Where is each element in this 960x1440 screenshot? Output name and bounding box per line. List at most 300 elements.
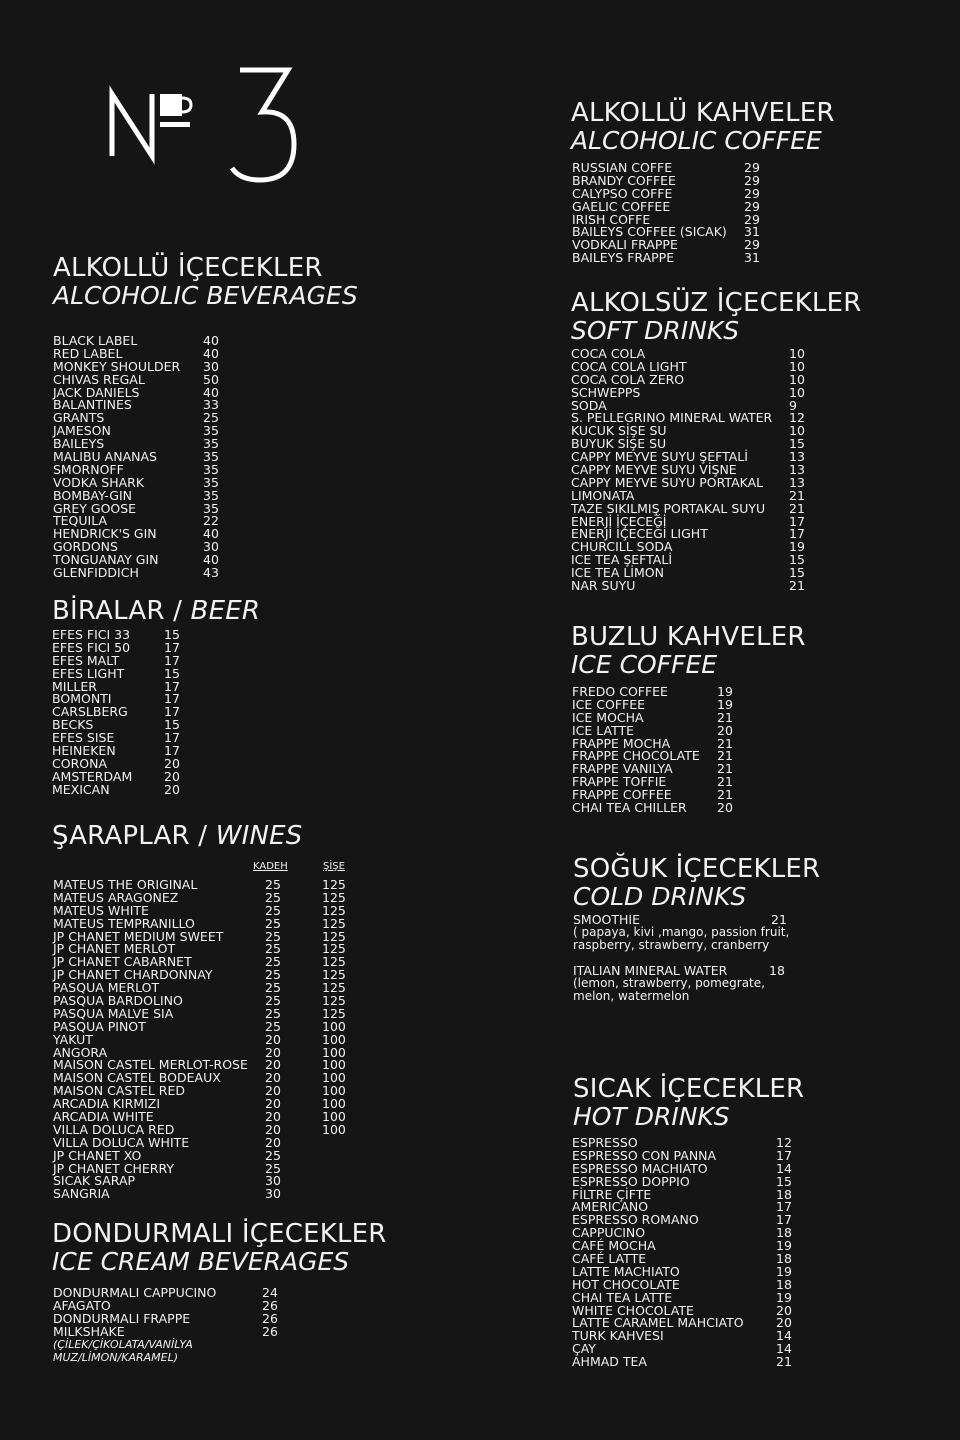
item-name: MILLER	[52, 678, 97, 694]
item-name: ESPRESSO	[572, 1135, 638, 1150]
title-separator: /	[173, 596, 183, 626]
section-title-en: COLD DRINKS	[573, 882, 747, 911]
item-name: CORONA	[52, 755, 107, 771]
item-name: JP CHANET XO	[53, 1147, 142, 1163]
section-title-en: BEER	[190, 596, 261, 626]
item-price: 14	[776, 1328, 792, 1344]
item-name: GORDONS	[53, 539, 118, 555]
bottle-price: 125	[322, 889, 346, 905]
item-price: 10	[789, 346, 805, 361]
bottle-price: 100	[322, 1083, 346, 1099]
item-name: IRISH COFFE	[572, 211, 651, 227]
cold-drinks-list	[573, 913, 903, 1003]
glass-price: 25	[265, 941, 281, 957]
item-name: JAMESON	[53, 423, 111, 439]
glass-price: 20	[265, 1070, 281, 1086]
item-name: VILLA DOLUCA RED	[53, 1121, 175, 1137]
item-price: 13	[789, 449, 805, 465]
bottle-price: 100	[322, 1096, 346, 1112]
logo-no3-icon	[108, 62, 298, 187]
glass-price: 25	[265, 889, 281, 905]
section-title	[52, 822, 392, 850]
item-name: AHMAD TEA	[572, 1354, 647, 1370]
item-price: 40	[203, 552, 219, 568]
item-price: 21	[789, 487, 805, 503]
item-name: EFES LIGHT	[52, 665, 125, 681]
item-name: FİLTRE ÇİFTE	[572, 1186, 652, 1202]
ice-cream-beverages-section	[52, 1220, 412, 1364]
item-price: 10	[789, 358, 805, 374]
glass-price: 20	[265, 1044, 281, 1060]
item-price: 21	[717, 748, 733, 764]
item-name: FREDO COFFEE	[572, 684, 668, 699]
soft-drinks-section	[571, 289, 901, 592]
item-name: CALYPSO COFFE	[572, 185, 673, 201]
bottle-price: 100	[322, 1031, 346, 1047]
item-price: 12	[776, 1135, 792, 1150]
item-price: 19	[789, 539, 805, 555]
glass-price: 25	[265, 1005, 281, 1021]
item-name: BAILEYS COFFEE (SICAK)	[572, 224, 727, 240]
item-name: CAPPY MEYVE SUYU VİŞNE	[571, 462, 737, 478]
item-name: SMORNOFF	[53, 461, 124, 477]
bottle-price: 125	[322, 980, 346, 996]
item-name: GLENFIDDICH	[53, 565, 139, 581]
menu-item	[572, 1355, 903, 1368]
item-price: 40	[203, 384, 219, 400]
section-title-tr: ALKOLLÜ İÇECEKLER	[53, 253, 323, 283]
item-name: ESPRESSO MACHIATO	[572, 1160, 708, 1176]
item-price: 35	[203, 423, 219, 439]
item-name: JP CHANET CHARDONNAY	[53, 967, 213, 983]
hot-drinks-section	[573, 1075, 903, 1368]
item-price: 15	[789, 552, 805, 568]
item-name: EFES SISE	[52, 730, 115, 746]
item-name: COCA COLA LIGHT	[571, 358, 687, 374]
item-name: ICE TEA ŞEFTALİ	[571, 552, 673, 568]
item-name: VODKA SHARK	[53, 474, 145, 490]
item-price: 21	[717, 761, 733, 777]
item-price: 17	[164, 730, 180, 746]
item-name: AFAGATO	[53, 1297, 111, 1313]
item-name: PASQUA MERLOT	[53, 980, 160, 996]
item-price: 35	[203, 436, 219, 452]
item-price: 26	[262, 1310, 278, 1326]
item-price: 40	[203, 345, 219, 361]
item-name: DONDURMALI CAPPUCINO	[53, 1285, 217, 1300]
item-price: 14	[776, 1341, 792, 1357]
menu-item-mineral-water	[573, 964, 903, 977]
item-name: GRANTS	[53, 410, 105, 426]
alcoholic-beverages-section	[53, 254, 383, 579]
item-price: 20	[776, 1302, 792, 1318]
item-price: 13	[789, 462, 805, 478]
glass-price: 25	[265, 1147, 281, 1163]
item-name: VODKALI FRAPPE	[572, 237, 678, 253]
item-name: MATEUS ARAGONEZ	[53, 889, 179, 905]
column-header-glass: KADEH	[253, 861, 288, 872]
item-price: 22	[203, 513, 219, 529]
item-price: 17	[776, 1199, 792, 1215]
section-title	[52, 597, 352, 625]
section-title-en: ALCOHOLIC COFFEE	[571, 126, 822, 155]
item-name: KUCUK SİŞE SU	[571, 423, 667, 439]
item-price: 29	[744, 211, 760, 227]
section-title-tr: ALKOLSÜZ İÇECEKLER	[571, 288, 862, 318]
item-name: BAILEYS FRAPPE	[572, 250, 675, 266]
item-name: MATEUS WHITE	[53, 902, 149, 918]
ice-cream-list	[52, 1286, 412, 1364]
section-title-en: HOT DRINKS	[573, 1102, 730, 1131]
bottle-price: 125	[322, 1005, 346, 1021]
item-name: TAZE SIKILMIŞ PORTAKAL SUYU	[571, 500, 766, 516]
item-name: EFES MALT	[52, 652, 120, 668]
glass-price: 25	[265, 1160, 281, 1176]
item-price: 21	[717, 787, 733, 803]
item-price: 21	[771, 912, 787, 927]
item-name: CAFÉ MOCHA	[572, 1238, 656, 1254]
item-name: MATEUS THE ORIGINAL	[53, 877, 198, 892]
menu-item	[52, 705, 352, 718]
item-name: ESPRESSO CON PANNA	[572, 1147, 717, 1163]
item-name: CAFÉ LATTE	[572, 1251, 647, 1267]
section-title-tr: SOĞUK İÇECEKLER	[573, 854, 821, 884]
menu-item	[53, 1325, 412, 1338]
item-name: TEQUILA	[53, 513, 108, 529]
item-price: 17	[789, 513, 805, 529]
item-name: RED LABEL	[53, 345, 123, 361]
item-name: AMSTERDAM	[52, 768, 133, 784]
smoothie-description-line-2: raspberry, strawberry, cranberry	[573, 937, 770, 952]
item-name: ANGORA	[53, 1044, 108, 1060]
glass-price: 20	[265, 1083, 281, 1099]
beer-list	[52, 628, 352, 796]
item-price: 15	[789, 565, 805, 581]
item-name: HOT CHOCOLATE	[572, 1276, 680, 1292]
soft-drinks-list	[571, 347, 901, 592]
item-price: 10	[789, 371, 805, 387]
glass-price: 25	[265, 902, 281, 918]
section-title-en: ICE CREAM BEVERAGES	[52, 1247, 350, 1276]
title-separator: /	[198, 821, 208, 851]
item-name: ENERJİ İÇECEĞİ LIGHT	[571, 526, 708, 542]
section-title-en: ALCOHOLIC BEVERAGES	[53, 281, 358, 310]
item-name: BRANDY COFFEE	[572, 172, 676, 188]
item-name: MALIBU ANANAS	[53, 449, 157, 465]
glass-price: 30	[265, 1173, 281, 1189]
item-name: S. PELLEGRINO MINERAL WATER	[571, 410, 773, 426]
item-name: FRAPPE CHOCOLATE	[572, 748, 700, 764]
item-name: LATTE CARAMEL MAHCIATO	[572, 1315, 744, 1331]
smoothie-description-line-1: ( papaya, kivi ,mango, passion fruit,	[573, 924, 790, 939]
item-name: LATTE MACHIATO	[572, 1263, 680, 1279]
item-name: YAKUT	[53, 1031, 93, 1047]
ice-coffee-list	[571, 685, 901, 814]
item-name: BOMONTI	[52, 691, 112, 707]
item-price: 50	[203, 371, 219, 387]
item-name: ICE COFFEE	[572, 696, 646, 712]
item-price: 19	[717, 684, 733, 699]
bottle-price: 125	[322, 941, 346, 957]
water-description-line-2: melon, watermelon	[573, 988, 690, 1003]
item-price: 17	[164, 639, 180, 655]
item-name: CARSLBERG	[52, 704, 128, 720]
glass-price: 25	[265, 967, 281, 983]
item-name: JACK DANIELS	[53, 384, 140, 400]
item-name: ENERJİ İÇECEĞİ	[571, 513, 667, 529]
item-name: JP CHANET CABARNET	[53, 954, 192, 970]
bottle-price: 100	[322, 1109, 346, 1125]
item-price: 15	[789, 436, 805, 452]
bottle-price: 100	[322, 1057, 346, 1073]
item-price: 17	[776, 1147, 792, 1163]
flavor-note-line-1: (ÇİLEK/ÇİKOLATA/VANİLYA	[53, 1337, 193, 1351]
menu-item	[53, 1020, 383, 1033]
item-name: MAISON CASTEL RED	[53, 1083, 186, 1099]
item-name: SICAK SARAP	[53, 1173, 136, 1189]
item-name: CAPPY MEYVE SUYU PORTAKAL	[571, 474, 764, 490]
item-price: 30	[203, 539, 219, 555]
item-price: 15	[164, 665, 180, 681]
water-description-line-1: (lemon, strawberry, pomegrate,	[573, 975, 765, 990]
item-price: 24	[262, 1285, 278, 1300]
item-name: PASQUA PINOT	[53, 1018, 146, 1034]
menu-item	[53, 566, 383, 579]
glass-price: 20	[265, 1057, 281, 1073]
item-price: 20	[164, 768, 180, 784]
item-price: 19	[776, 1238, 792, 1254]
item-name: BAILEYS	[53, 436, 105, 452]
section-title-tr: DONDURMALI İÇECEKLER	[52, 1219, 387, 1249]
menu-item	[53, 1187, 383, 1200]
item-price: 9	[789, 397, 797, 413]
bottle-price: 125	[322, 967, 346, 983]
wines-list	[53, 878, 383, 1200]
item-price: 21	[789, 578, 805, 594]
item-price: 35	[203, 461, 219, 477]
item-name: MEXICAN	[52, 781, 110, 797]
item-price: 35	[203, 500, 219, 516]
item-price: 18	[776, 1251, 792, 1267]
wines-section	[52, 822, 392, 1202]
item-price: 21	[789, 500, 805, 516]
item-price: 19	[776, 1289, 792, 1305]
glass-price: 20	[265, 1121, 281, 1137]
item-price: 20	[717, 722, 733, 738]
item-price: 20	[717, 800, 733, 816]
flavor-note-line-2: MUZ/LİMON/KARAMEL)	[53, 1350, 179, 1364]
item-name: SANGRIA	[53, 1186, 110, 1202]
item-name: SMOOTHIE	[573, 912, 641, 927]
glass-price: 20	[265, 1134, 281, 1150]
menu-item	[572, 1329, 903, 1342]
item-price: 31	[744, 224, 760, 240]
item-name: PASQUA BARDOLINO	[53, 993, 183, 1009]
item-name: ICE LATTE	[572, 722, 635, 738]
beer-section	[52, 597, 352, 796]
item-price: 13	[789, 474, 805, 490]
item-name: COCA COLA	[571, 346, 646, 361]
item-price: 26	[262, 1297, 278, 1313]
hot-drinks-list	[572, 1136, 903, 1368]
item-price: 19	[776, 1263, 792, 1279]
item-name: MONKEY SHOULDER	[53, 358, 181, 374]
item-price: 17	[164, 704, 180, 720]
item-name: GAELIC COFFEE	[572, 198, 671, 214]
item-price: 29	[744, 185, 760, 201]
item-price: 15	[164, 627, 180, 642]
item-price: 17	[164, 678, 180, 694]
item-name: HEINEKEN	[52, 743, 116, 759]
item-price: 14	[776, 1160, 792, 1176]
item-name: BOMBAY-GIN	[53, 487, 132, 503]
item-price: 18	[769, 962, 785, 978]
item-price: 17	[164, 652, 180, 668]
menu-item	[571, 386, 901, 399]
item-price: 20	[164, 755, 180, 771]
item-price: 21	[776, 1354, 792, 1370]
item-name: EFES FICI 33	[52, 627, 131, 642]
item-name: ARCADIA WHITE	[53, 1109, 154, 1125]
item-price: 15	[164, 717, 180, 733]
item-price: 35	[203, 487, 219, 503]
item-name: BLACK LABEL	[53, 333, 138, 348]
bottle-price: 125	[322, 928, 346, 944]
glass-price: 25	[265, 915, 281, 931]
item-name: DONDURMALI FRAPPE	[53, 1310, 191, 1326]
item-name: JP CHANET MERLOT	[53, 941, 176, 957]
item-price: 10	[789, 423, 805, 439]
bottle-price: 125	[322, 993, 346, 1009]
glass-price: 25	[265, 1018, 281, 1034]
glass-price: 20	[265, 1096, 281, 1112]
item-price: 21	[717, 709, 733, 725]
item-name: TONGUANAY GIN	[53, 552, 159, 568]
item-name: FRAPPE TOFFIE	[572, 774, 667, 790]
item-name: ICE MOCHA	[572, 709, 644, 725]
bottle-price: 125	[322, 915, 346, 931]
item-name: WHITE CHOCOLATE	[572, 1302, 694, 1318]
item-price: 29	[744, 172, 760, 188]
item-name: JP CHANET MEDIUM SWEET	[53, 928, 224, 944]
glass-price: 25	[265, 980, 281, 996]
item-price: 18	[776, 1186, 792, 1202]
glass-price: 25	[265, 877, 281, 892]
item-name: ITALIAN MINERAL WATER	[573, 962, 728, 978]
item-name: EFES FICI 50	[52, 639, 131, 655]
item-price: 40	[203, 333, 219, 348]
item-name: CAPPUCINO	[572, 1225, 646, 1241]
item-price: 29	[744, 237, 760, 253]
item-price: 17	[776, 1212, 792, 1228]
section-title-en: ICE COFFEE	[571, 650, 718, 679]
item-name: LIMONATA	[571, 487, 635, 503]
section-title-tr: SICAK İÇECEKLER	[573, 1074, 805, 1104]
bottle-price: 100	[322, 1018, 346, 1034]
alcoholic-list	[53, 334, 383, 579]
item-price: 26	[262, 1323, 278, 1339]
item-price: 43	[203, 565, 219, 581]
item-name: MAISON CASTEL BODEAUX	[53, 1070, 221, 1086]
item-name: MILKSHAKE	[53, 1323, 125, 1339]
item-name: COCA COLA ZERO	[571, 371, 685, 387]
item-name: SCHWEPPS	[571, 384, 641, 400]
item-name: ESPRESSO ROMANO	[572, 1212, 699, 1228]
menu-item	[572, 251, 901, 264]
item-name: BUYUK SİŞE SU	[571, 436, 667, 452]
item-price: 20	[776, 1315, 792, 1331]
bottle-price: 100	[322, 1121, 346, 1137]
item-name: MATEUS TEMPRANILLO	[53, 915, 195, 931]
item-name: PASQUA MALVE SIA	[53, 1005, 174, 1021]
item-name: BALANTINES	[53, 397, 132, 413]
item-price: 21	[717, 774, 733, 790]
menu-item	[52, 783, 352, 796]
item-price: 17	[789, 526, 805, 542]
glass-price: 25	[265, 928, 281, 944]
item-price: 17	[164, 743, 180, 759]
menu-item	[571, 579, 901, 592]
item-price: 15	[776, 1173, 792, 1189]
glass-price: 20	[265, 1031, 281, 1047]
bottle-price: 100	[322, 1044, 346, 1060]
item-price: 29	[744, 160, 760, 175]
section-title-tr: BUZLU KAHVELER	[571, 622, 806, 652]
item-price: 35	[203, 474, 219, 490]
item-price: 30	[203, 358, 219, 374]
item-name: ICE TEA LİMON	[571, 565, 664, 581]
item-name: ÇAY	[572, 1341, 596, 1357]
item-name: FRAPPE MOCHA	[572, 735, 671, 751]
item-price: 18	[776, 1276, 792, 1292]
section-title-tr: ŞARAPLAR	[52, 821, 190, 851]
cafe-logo	[108, 62, 298, 187]
section-title-tr: ALKOLLÜ KAHVELER	[571, 98, 835, 128]
bottle-price: 125	[322, 954, 346, 970]
menu-item	[52, 667, 352, 680]
item-price: 35	[203, 449, 219, 465]
item-price: 40	[203, 526, 219, 542]
item-price: 31	[744, 250, 760, 266]
bottle-price: 125	[322, 877, 346, 892]
glass-price: 25	[265, 993, 281, 1009]
item-price: 19	[717, 696, 733, 712]
item-name: CHIVAS REGAL	[53, 371, 145, 387]
section-title-en: WINES	[215, 821, 303, 851]
item-name: FRAPPE VANILYA	[572, 761, 673, 777]
item-name: MAISON CASTEL MERLOT-ROSE	[53, 1057, 248, 1073]
bottle-price: 100	[322, 1070, 346, 1086]
ice-coffee-section	[571, 623, 901, 814]
glass-price: 25	[265, 954, 281, 970]
item-name: CHAI TEA CHILLER	[572, 800, 687, 816]
item-price: 17	[164, 691, 180, 707]
item-price: 10	[789, 384, 805, 400]
item-price: 29	[744, 198, 760, 214]
item-name: ARCADIA KIRMIZI	[53, 1096, 161, 1112]
column-header-bottle: ŞİŞE	[323, 861, 345, 872]
item-name: HENDRICK'S GIN	[53, 526, 157, 542]
bottle-price: 125	[322, 902, 346, 918]
item-name: SODA	[571, 397, 607, 413]
item-name: BECKS	[52, 717, 94, 733]
item-name: NAR SUYU	[571, 578, 636, 594]
item-name: FRAPPE COFFEE	[572, 787, 672, 803]
menu-item	[572, 801, 901, 814]
item-name: JP CHANET CHERRY	[53, 1160, 174, 1176]
item-name: CHAI TEA LATTE	[572, 1289, 673, 1305]
cold-drinks-section	[573, 855, 903, 1003]
